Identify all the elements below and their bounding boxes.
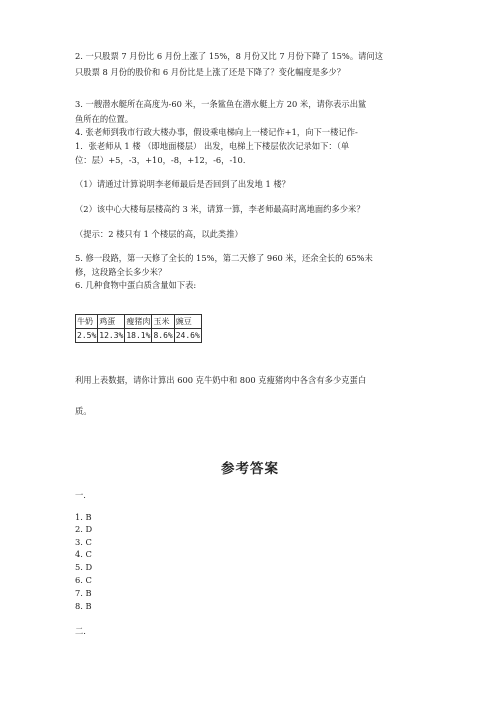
answers-section-2: 二. — [75, 626, 86, 636]
table-value-cell: 18.1% — [125, 329, 152, 343]
q4-line2: 1．张老师从 1 楼 （即地面楼层） 出发，电梯上下楼层依次记录如下：（单 — [75, 141, 350, 151]
table-value-cell: 24.6% — [174, 329, 201, 343]
table-header-cell: 鸡蛋 — [98, 315, 125, 329]
table-header-cell: 牛奶 — [76, 315, 98, 329]
protein-table-value-row — [76, 329, 202, 343]
table-value-cell: 12.3% — [98, 329, 125, 343]
answer-item: 4. C — [75, 549, 92, 559]
answers-section-1: 一. — [75, 490, 86, 500]
q4-line1: 4. 张老师到我市行政大楼办事，假设乘电梯向上一楼记作+1，向下一楼记作- — [75, 127, 358, 137]
answer-item: 7. B — [75, 588, 92, 598]
q4-hint: （提示：2 楼只有 1 个楼层的高，以此类推） — [75, 229, 243, 239]
table-header-cell: 玉米 — [152, 315, 174, 329]
protein-table — [75, 314, 202, 343]
q2-line1: 2. 一只股票 7 月份比 6 月份上涨了 15%，8 月份又比 7 月份下降了 15%。请问这 — [75, 51, 384, 61]
q5-line1: 5. 修一段路，第一天修了全长的 15%，第二天修了 960 米，还余全长的 65%未 — [75, 253, 373, 263]
q4-line3: 位：层）+5，-3，+10，-8，+12，-6，-10． — [75, 155, 252, 165]
answer-item: 5. D — [75, 562, 93, 572]
q4-sub1: （1）请通过计算说明李老师最后是否回到了出发地 1 楼？ — [75, 179, 290, 189]
answers-title: 参考答案 — [221, 461, 279, 477]
q6-after-line2: 质。 — [75, 406, 92, 416]
answer-item: 8. B — [75, 601, 92, 611]
q3-line2: 鱼所在的位置。 — [75, 114, 134, 124]
q6-line1: 6. 几种食物中蛋白质含量如下表: — [75, 280, 197, 290]
q2-line2: 只股票 8 月份的股价和 6 月份比是上涨了还是下降了？变化幅度是多少？ — [75, 67, 346, 77]
answer-item: 6. C — [75, 575, 92, 585]
answer-item: 1. B — [75, 512, 92, 522]
q3-line1: 3. 一艘潜水艇所在高度为-60 米，一条鲨鱼在潜水艇上方 20 米，请你表示出鲨 — [75, 99, 367, 109]
answer-item: 3. C — [75, 537, 92, 547]
answer-item: 2. D — [75, 524, 93, 534]
table-value-cell: 2.5% — [76, 329, 98, 343]
q4-sub2: （2）该中心大楼每层楼高约 3 米，请算一算，李老师最高时离地面约多少米？ — [75, 204, 365, 214]
q6-after-line1: 利用上表数据，请你计算出 600 克牛奶中和 800 克瘦猪肉中各含有多少克蛋白 — [75, 375, 367, 385]
table-value-cell: 8.6% — [152, 329, 174, 343]
protein-table-header-row — [76, 315, 202, 329]
q5-line2: 修，这段路全长多少米？ — [75, 267, 167, 277]
table-header-cell: 豌豆 — [174, 315, 201, 329]
table-header-cell: 瘦猪肉 — [125, 315, 152, 329]
